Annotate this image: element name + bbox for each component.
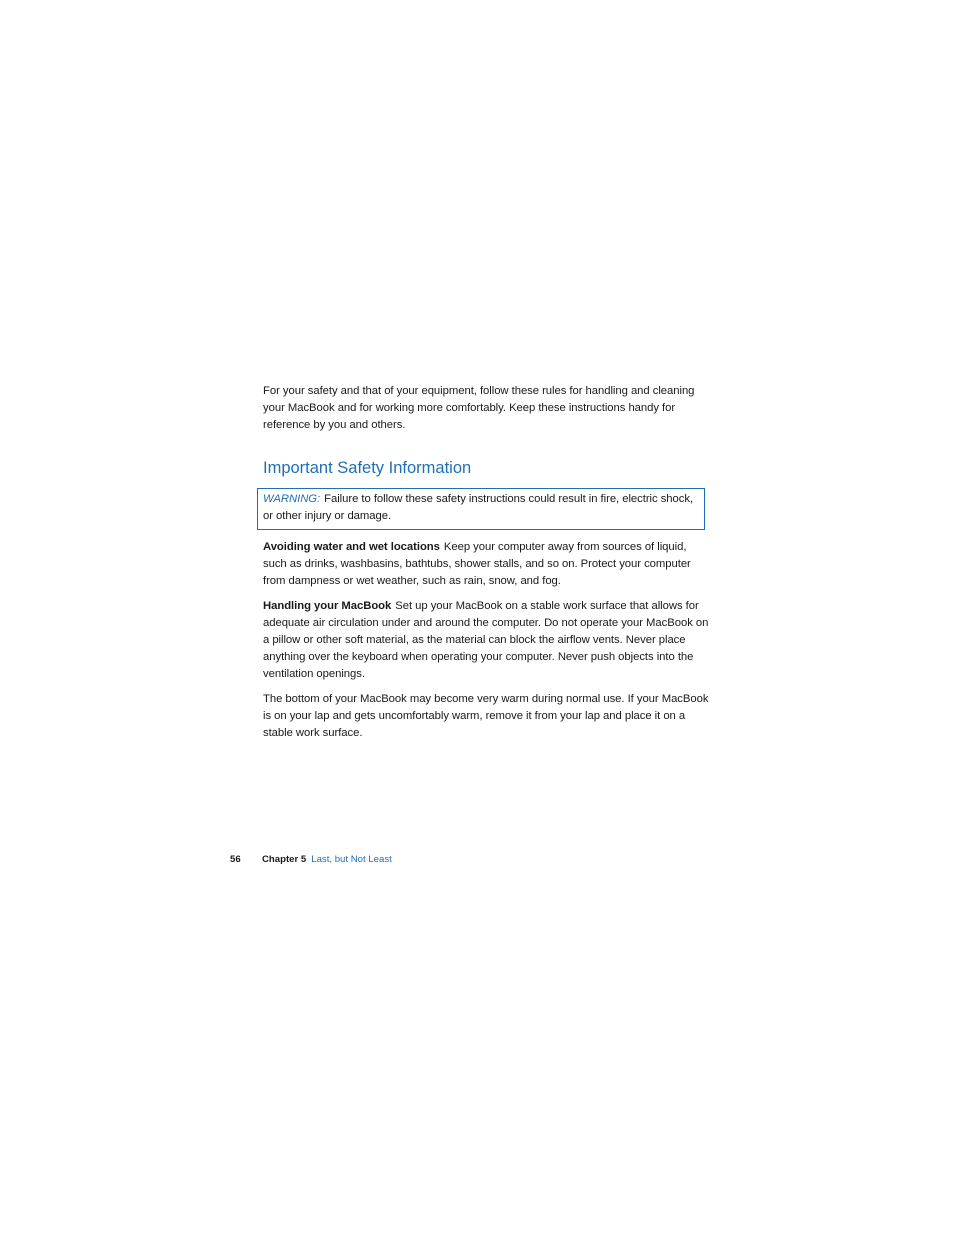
item-handling-text: Set up your MacBook on a stable work surface that allows for adequate air circulation under and around the computer. Do not operate your MacBook on a pillow or other soft material, as the material can block the airflow vents. Never place anything over the keyboard when operating your computer. Never push objects into the ventilation openings.	[263, 600, 709, 680]
item-handling-title: Handling your MacBook	[263, 600, 392, 612]
warning-label: WARNING:	[263, 493, 321, 505]
chapter-title: Last, but Not Least	[311, 854, 392, 865]
warning-paragraph	[263, 491, 699, 525]
item-handling-paragraph	[263, 598, 709, 683]
item-water-text: Keep your computer away from sources of liquid, such as drinks, washbasins, bathtubs, shower stalls, and so on. Protect your computer from dampness or wet weather, such as rain, snow, and fog.	[263, 541, 691, 587]
page-footer	[230, 853, 392, 867]
warning-box	[257, 488, 705, 530]
closing-paragraph: The bottom of your MacBook may become very warm during normal use. If your MacBook is on your lap and gets uncomfortably warm, remove it from your lap and place it on a stable work surface.	[263, 693, 709, 739]
page-content	[263, 383, 709, 742]
section-heading: Important Safety Information	[263, 459, 472, 477]
warning-text: Failure to follow these safety instructions could result in fire, electric shock, or other injury or damage.	[263, 493, 694, 522]
page-number: 56	[230, 854, 241, 865]
item-water-title: Avoiding water and wet locations	[263, 541, 440, 553]
intro-paragraph: For your safety and that of your equipment, follow these rules for handling and cleaning your MacBook and for working more comfortably. Keep these instructions handy for reference by you and others.	[263, 385, 695, 431]
chapter-label: Chapter 5	[262, 854, 307, 865]
item-water-paragraph	[263, 539, 709, 590]
